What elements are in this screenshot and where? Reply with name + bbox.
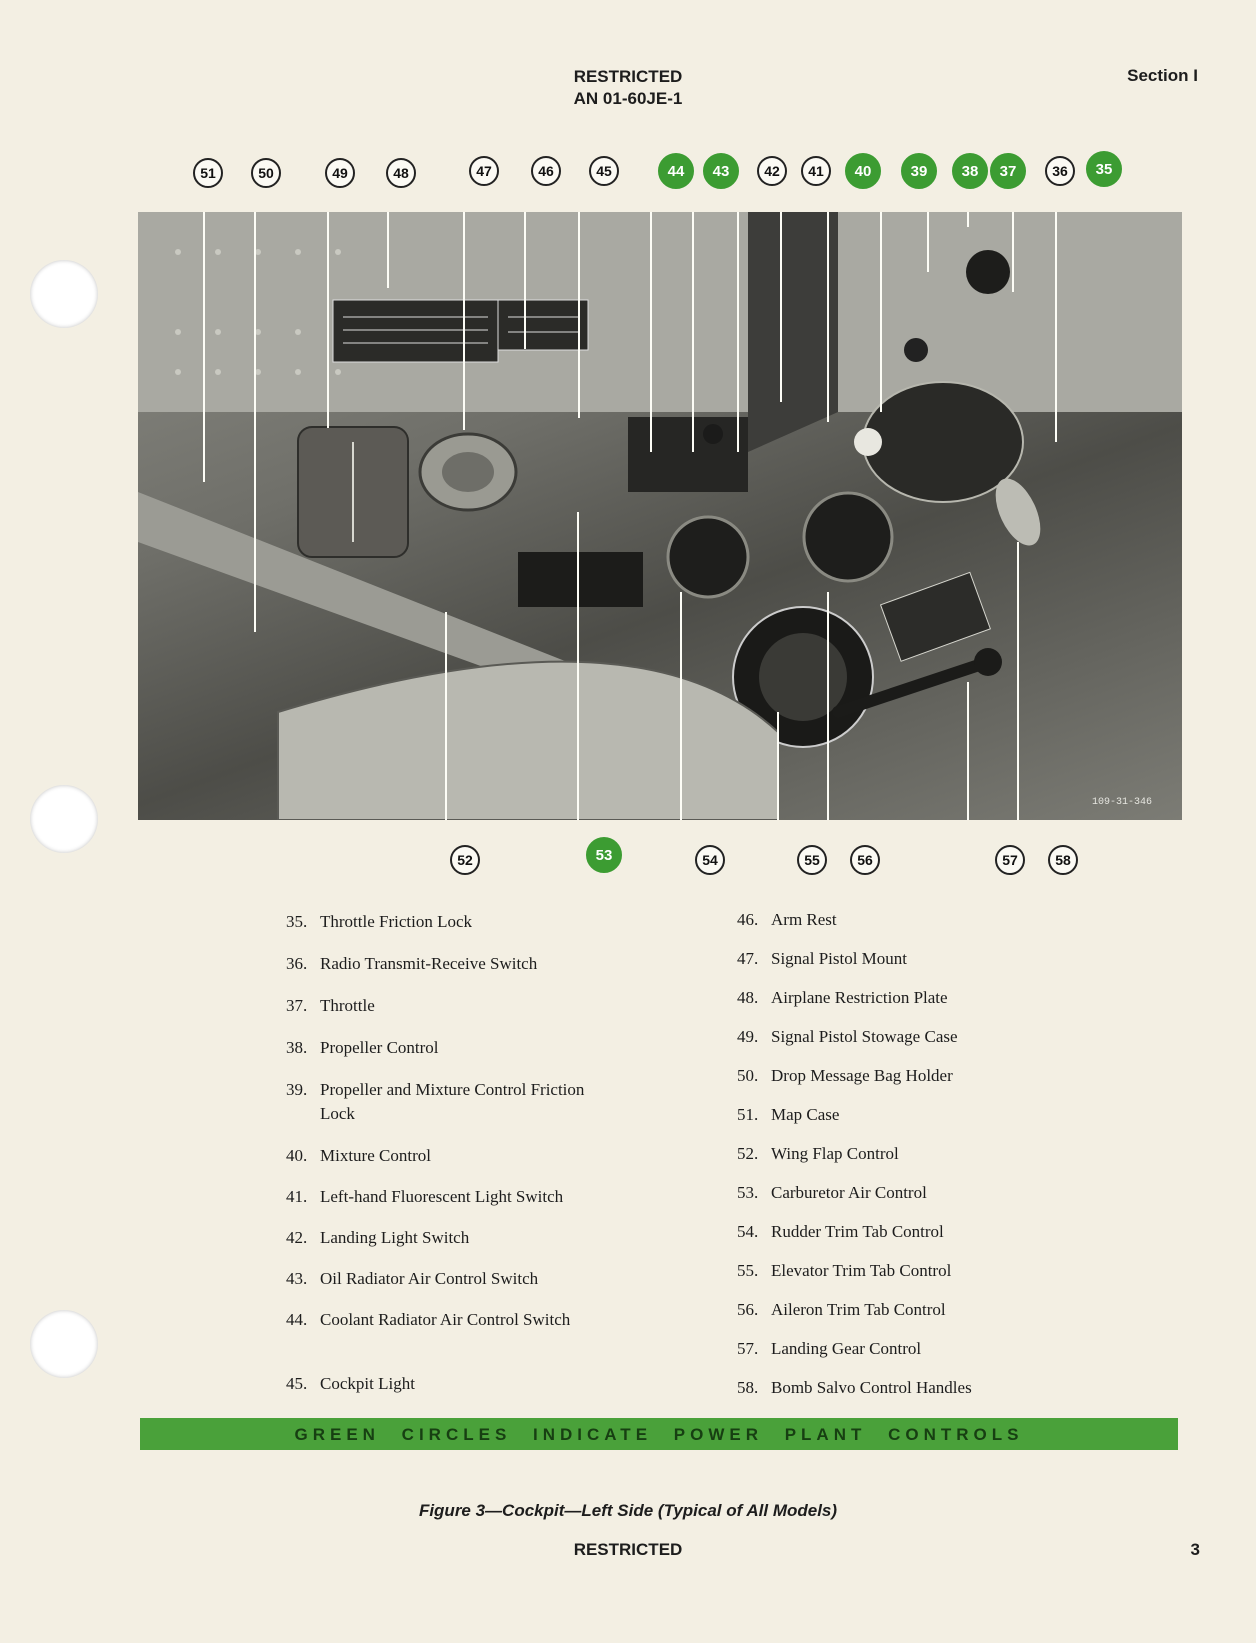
header-section: Section I <box>1127 66 1198 85</box>
legend-item-number: 35. <box>286 912 308 931</box>
callout-45: 45 <box>589 156 619 186</box>
legend-item-label: Mixture Control <box>320 1146 431 1165</box>
cockpit-photo-illustration <box>138 212 1182 820</box>
callout-43: 43 <box>703 153 739 189</box>
legend-item-label: Drop Message Bag Holder <box>771 1066 953 1085</box>
callout-35: 35 <box>1086 151 1122 187</box>
callout-55: 55 <box>797 845 827 875</box>
legend-item <box>737 986 1067 1010</box>
legend-item-number: 44. <box>286 1310 308 1329</box>
legend-item-label: Carburetor Air Control <box>771 1183 927 1202</box>
header-publication: AN 01-60JE-1 <box>573 89 683 108</box>
legend-item <box>286 1078 616 1126</box>
photo-code: 109-31-346 <box>1091 797 1152 808</box>
legend-item-number: 45. <box>286 1374 308 1393</box>
legend-item-label: Propeller and Mixture Control Friction Lock <box>320 1080 585 1123</box>
legend-item-label: Left-hand Fluorescent Light Switch <box>320 1187 564 1206</box>
callout-40: 40 <box>845 153 881 189</box>
legend-item-label: Wing Flap Control <box>771 1144 899 1163</box>
legend-item-number: 48. <box>737 988 759 1007</box>
callout-38: 38 <box>952 153 988 189</box>
legend-item-label: Cockpit Light <box>320 1374 415 1393</box>
binder-hole-bottom <box>30 1310 98 1378</box>
legend-item-label: Radio Transmit-Receive Switch <box>320 954 538 973</box>
page-header <box>0 66 1256 110</box>
legend-item-label: Map Case <box>771 1105 840 1124</box>
callout-58: 58 <box>1048 845 1078 875</box>
legend-item-label: Arm Rest <box>771 910 837 929</box>
callout-51: 51 <box>193 158 223 188</box>
legend-item-number: 46. <box>737 910 759 929</box>
legend-item-label: Aileron Trim Tab Control <box>771 1300 946 1319</box>
legend-item <box>737 1298 1067 1322</box>
legend-item <box>286 1372 616 1396</box>
legend-item-label: Rudder Trim Tab Control <box>771 1222 944 1241</box>
callout-57: 57 <box>995 845 1025 875</box>
legend-item-label: Coolant Radiator Air Control Switch <box>320 1310 571 1329</box>
callout-56: 56 <box>850 845 880 875</box>
cockpit-photo <box>138 212 1182 820</box>
legend-item-number: 38. <box>286 1038 308 1057</box>
callout-46: 46 <box>531 156 561 186</box>
callout-53: 53 <box>586 837 622 873</box>
callout-47: 47 <box>469 156 499 186</box>
legend-item-number: 49. <box>737 1027 759 1046</box>
callout-50: 50 <box>251 158 281 188</box>
legend-item-label: Airplane Restriction Plate <box>771 988 948 1007</box>
callout-49: 49 <box>325 158 355 188</box>
legend-item-number: 55. <box>737 1261 759 1280</box>
legend-item <box>737 1337 1067 1361</box>
legend-item <box>286 1144 616 1168</box>
legend-item-number: 57. <box>737 1339 759 1358</box>
legend-item <box>737 1376 1067 1400</box>
legend-item-number: 36. <box>286 954 308 973</box>
callout-39: 39 <box>901 153 937 189</box>
legend-item-label: Signal Pistol Mount <box>771 949 908 968</box>
legend-item-label: Landing Light Switch <box>320 1228 470 1247</box>
legend-item-label: Elevator Trim Tab Control <box>771 1261 952 1280</box>
legend-item <box>737 1181 1067 1205</box>
callout-48: 48 <box>386 158 416 188</box>
callout-54: 54 <box>695 845 725 875</box>
legend-item-number: 43. <box>286 1269 308 1288</box>
legend-item <box>737 1142 1067 1166</box>
legend-item <box>737 1220 1067 1244</box>
legend-item <box>286 952 616 976</box>
legend-item <box>737 908 1067 932</box>
page-number: 3 <box>1190 1540 1200 1559</box>
legend-item-label: Throttle <box>320 996 375 1015</box>
header-classification: RESTRICTED <box>573 67 683 86</box>
callout-44: 44 <box>658 153 694 189</box>
legend-item <box>286 910 616 934</box>
legend-item-number: 53. <box>737 1183 759 1202</box>
callout-52: 52 <box>450 845 480 875</box>
legend-item-number: 51. <box>737 1105 759 1124</box>
legend-item-label: Propeller Control <box>320 1038 439 1057</box>
legend-item-number: 40. <box>286 1146 308 1165</box>
legend-item-number: 50. <box>737 1066 759 1085</box>
binder-hole-middle <box>30 785 98 853</box>
legend-item-number: 54. <box>737 1222 759 1241</box>
legend-item <box>737 947 1067 971</box>
power-plant-banner: GREEN CIRCLES INDICATE POWER PLANT CONTROLS <box>140 1418 1178 1450</box>
legend-item-label: Throttle Friction Lock <box>320 912 473 931</box>
legend-item-number: 56. <box>737 1300 759 1319</box>
legend-item-label: Landing Gear Control <box>771 1339 922 1358</box>
footer-classification: RESTRICTED <box>573 1540 683 1559</box>
legend-item <box>737 1259 1067 1283</box>
callout-36: 36 <box>1045 156 1075 186</box>
legend-item-label: Oil Radiator Air Control Switch <box>320 1269 539 1288</box>
legend-item <box>737 1103 1067 1127</box>
callout-42: 42 <box>757 156 787 186</box>
legend-item <box>286 1036 616 1060</box>
legend-item <box>286 1226 616 1250</box>
legend-item-label: Signal Pistol Stowage Case <box>771 1027 958 1046</box>
legend-item-number: 58. <box>737 1378 759 1397</box>
legend-item-number: 52. <box>737 1144 759 1163</box>
legend-item <box>286 994 616 1018</box>
legend-item-number: 37. <box>286 996 308 1015</box>
callout-37: 37 <box>990 153 1026 189</box>
legend-item-label: Bomb Salvo Control Handles <box>771 1378 972 1397</box>
legend-item-number: 39. <box>286 1080 308 1099</box>
legend-item-number: 41. <box>286 1187 308 1206</box>
legend-item <box>286 1308 616 1332</box>
legend-item <box>737 1064 1067 1088</box>
legend-item <box>286 1185 616 1209</box>
legend-item-number: 42. <box>286 1228 308 1247</box>
legend-item <box>737 1025 1067 1049</box>
figure-caption: Figure 3—Cockpit—Left Side (Typical of All Models) <box>418 1501 838 1520</box>
legend-item-number: 47. <box>737 949 759 968</box>
binder-hole-top <box>30 260 98 328</box>
callout-41: 41 <box>801 156 831 186</box>
legend-item <box>286 1267 616 1291</box>
